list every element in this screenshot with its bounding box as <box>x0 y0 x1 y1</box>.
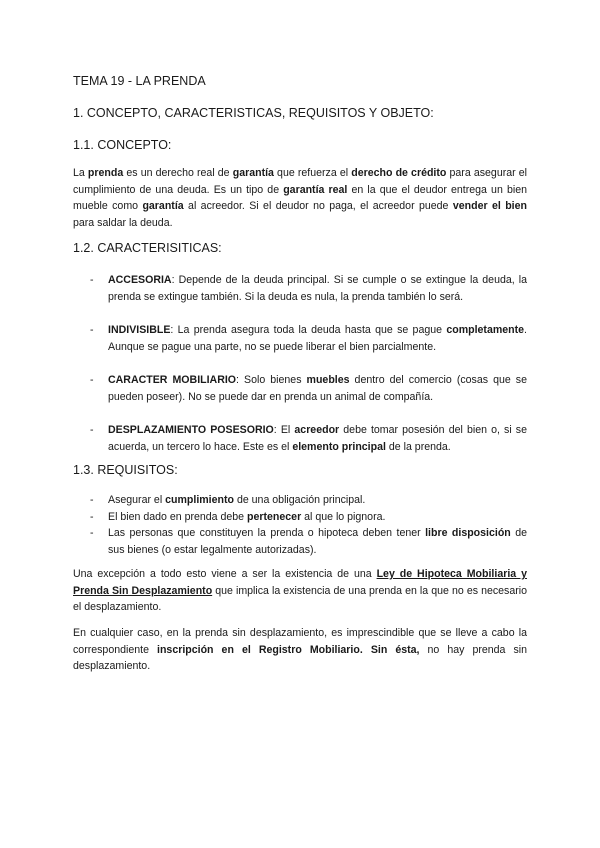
requisitos-heading: 1.3. REQUISITOS: <box>73 463 178 477</box>
law-reference: Ley de Hipoteca Mobiliaria y Prenda Sin Desplazamiento <box>73 568 527 597</box>
cierre-paragraph: En cualquier caso, en la prenda sin desplazamiento, es imprescindible que se lleve a cabo la correspondiente inscripción en el Registro Mobiliario. Sin ésta, no hay prenda sin desplazamiento. <box>73 627 528 672</box>
list-item: - Las personas que constituyen la prenda o hipoteca deben tener libre disposición de sus bienes (o estar legalmente autorizadas). <box>90 525 527 558</box>
list-item: - CARACTER MOBILIARIO: Solo bienes muebles dentro del comercio (cosas que se pueden poseer). No se puede dar en prenda un animal de compañía. <box>90 372 527 405</box>
list-item: - INDIVISIBLE: La prenda asegura toda la deuda hasta que se pague completamente. Aunque se pague una parte, no se puede liberar el bien parcialmente. <box>90 322 527 355</box>
concepto-paragraph: La prenda es un derecho real de garantía que refuerza el derecho de crédito para asegurar el cumplimiento de una deuda. Es un tipo de garantía real en la que el deudor entrega un bien mueble como garantía al acreedor. Si el deudor no paga, el acreedor puede vender el bien para saldar la deuda. <box>73 167 528 229</box>
requisitos-list <box>90 492 527 558</box>
concepto-heading: 1.1. CONCEPTO: <box>73 138 172 152</box>
caracteristicas-list <box>90 272 527 472</box>
excepcion-paragraph: Una excepción a todo esto viene a ser la existencia de una Ley de Hipoteca Mobiliaria y Prenda Sin Desplazamiento que implica la existencia de una prenda en la que no es necesario el desplazamiento. <box>73 568 528 613</box>
document-title: TEMA 19 - LA PRENDA <box>73 74 206 88</box>
list-item: - Asegurar el cumplimiento de una obligación principal. <box>90 492 527 509</box>
list-item: - ACCESORIA: Depende de la deuda principal. Si se cumple o se extingue la deuda, la prenda se extingue también. Si la deuda es nula, la prenda también lo será. <box>90 272 527 305</box>
caracteristicas-heading: 1.2. CARACTERISITICAS: <box>73 241 222 255</box>
list-item: - El bien dado en prenda debe pertenecer al que lo pignora. <box>90 509 527 526</box>
section-1-heading: 1. CONCEPTO, CARACTERISTICAS, REQUISITOS Y OBJETO: <box>73 106 434 120</box>
list-item: - DESPLAZAMIENTO POSESORIO: El acreedor debe tomar posesión del bien o, si se acuerda, un tercero lo hace. Este es el elemento principal de la prenda. <box>90 422 527 455</box>
